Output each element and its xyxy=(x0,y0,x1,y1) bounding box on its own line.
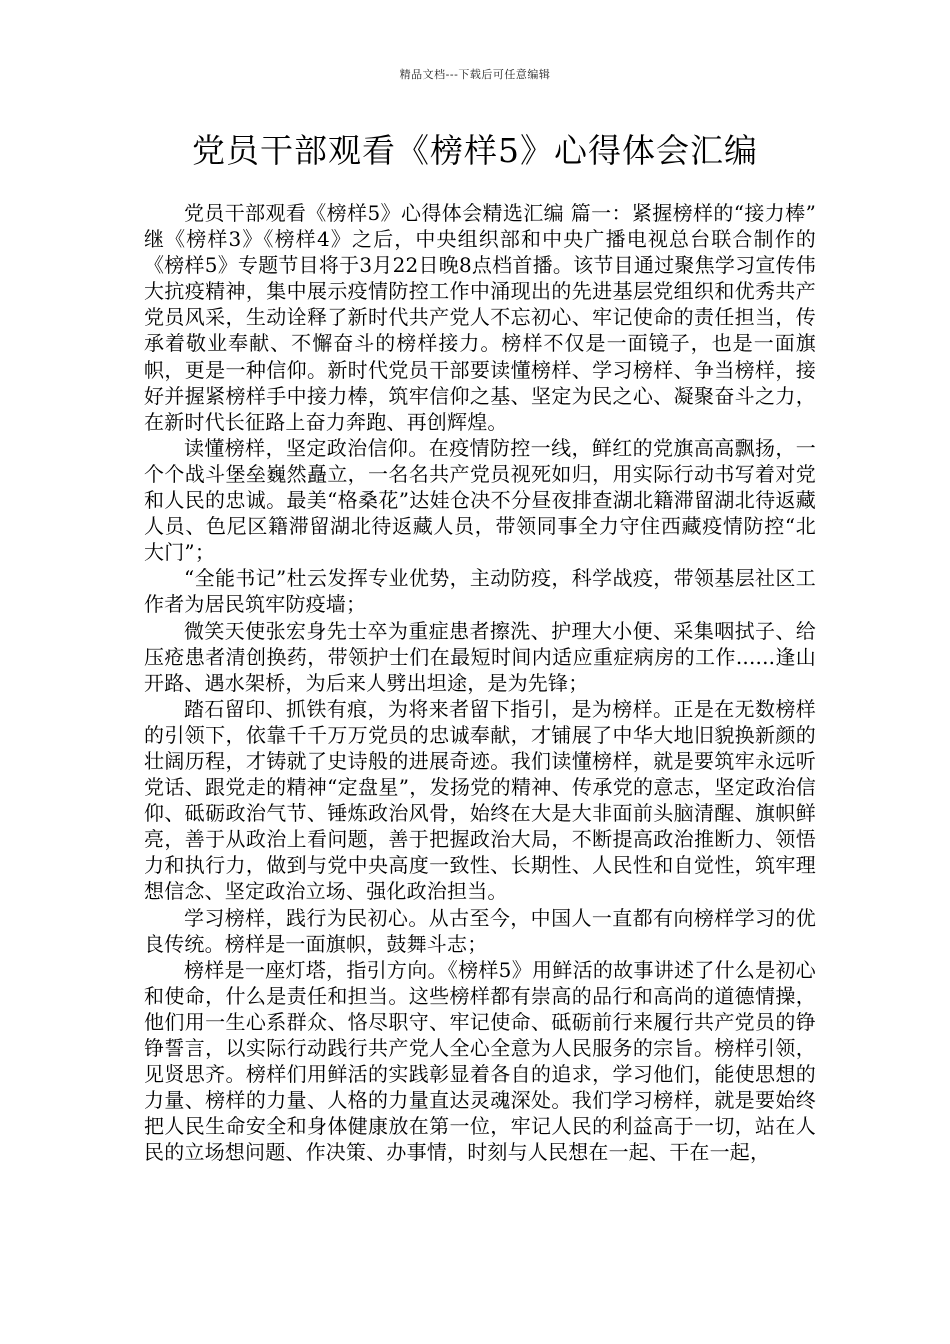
paragraph: “全能书记”杜云发挥专业优势，主动防疫，科学战疫，带领基层社区工作者为居民筑牢防疫墙； xyxy=(144,566,816,617)
document-body xyxy=(144,200,816,1165)
header-note: 精品文档---下载后可任意编辑 xyxy=(399,68,551,81)
paragraph: 踏石留印、抓铁有痕，为将来者留下指引，是为榜样。正是在无数榜样的引领下，依靠千千万万党员的忠诚奉献，才铺展了中华大地旧貌换新颜的壮阔历程，才铸就了史诗般的进展奇迹。我们读懂榜样，就是要筑牢永远听党话、跟党走的精神“定盘星”，发扬党的精神、传承党的意志，坚定政治信仰、砥砺政治气节、锤炼政治风骨，始终在大是大非面前头脑清醒、旗帜鲜亮，善于从政治上看问题，善于把握政治大局，不断提高政治推断力、领悟力和执行力，做到与党中央高度一致性、长期性、人民性和自觉性，筑牢理想信念、坚定政治立场、强化政治担当。 xyxy=(144,696,816,904)
paragraph: 学习榜样，践行为民初心。从古至今，中国人一直都有向榜样学习的优良传统。榜样是一面旗帜，鼓舞斗志； xyxy=(144,905,816,956)
paragraph: 榜样是一座灯塔，指引方向。《榜样5》用鲜活的故事讲述了什么是初心和使命，什么是责任和担当。这些榜样都有崇高的品行和高尚的道德情操，他们用一生心系群众、恪尽职守、牢记使命、砥砺前行来履行共产党员的铮铮誓言，以实际行动践行共产党人全心全意为人民服务的宗旨。榜样引领，见贤思齐。榜样们用鲜活的实践彰显着各自的追求，学习他们，能使思想的力量、榜样的力量、人格的力量直达灵魂深处。我们学习榜样，就是要始终把人民生命安全和身体健康放在第一位，牢记人民的利益高于一切，站在人民的立场想问题、作决策、办事情，时刻与人民想在一起、干在一起， xyxy=(144,957,816,1165)
paragraph: 党员干部观看《榜样5》心得体会精选汇编 篇一：紧握榜样的“接力棒” 继《榜样3》《榜样4》之后，中央组织部和中央广播电视总台联合制作的《榜样5》专题节目将于3月22日晚8点档首播。该节目通过聚焦学习宣传伟大抗疫精神，集中展示疫情防控工作中涌现出的先进基层党组织和优秀共产党员风采，生动诠释了新时代共产党人不忘初心、牢记使命的责任担当，传承着敬业奉献、不懈奋斗的榜样接力。榜样不仅是一面镜子，也是一面旗帜，更是一种信仰。新时代党员干部要读懂榜样、学习榜样、争当榜样，接好并握紧榜样手中接力棒，筑牢信仰之基、坚定为民之心、凝聚奋斗之力，在新时代长征路上奋力奔跑、再创辉煌。 xyxy=(144,201,816,434)
paragraph: 微笑天使张宏身先士卒为重症患者擦洗、护理大小便、采集咽拭子、给压疮患者清创换药，带领护士们在最短时间内适应重症病房的工作......逢山开路、遇水架桥，为后来人劈出坦途，是为先锋； xyxy=(144,618,816,695)
document-title: 党员干部观看《榜样5》心得体会汇编 xyxy=(192,131,758,170)
paragraph: 读懂榜样，坚定政治信仰。在疫情防控一线，鲜红的党旗高高飘扬，一个个战斗堡垒巍然矗立，一名名共产党员视死如归，用实际行动书写着对党和人民的忠诚。最美“格桑花”达娃仓决不分昼夜排查湖北籍滞留湖北待返藏人员、色尼区籍滞留湖北待返藏人员，带领同事全力守住西藏疫情防控“北大门”； xyxy=(144,435,816,565)
